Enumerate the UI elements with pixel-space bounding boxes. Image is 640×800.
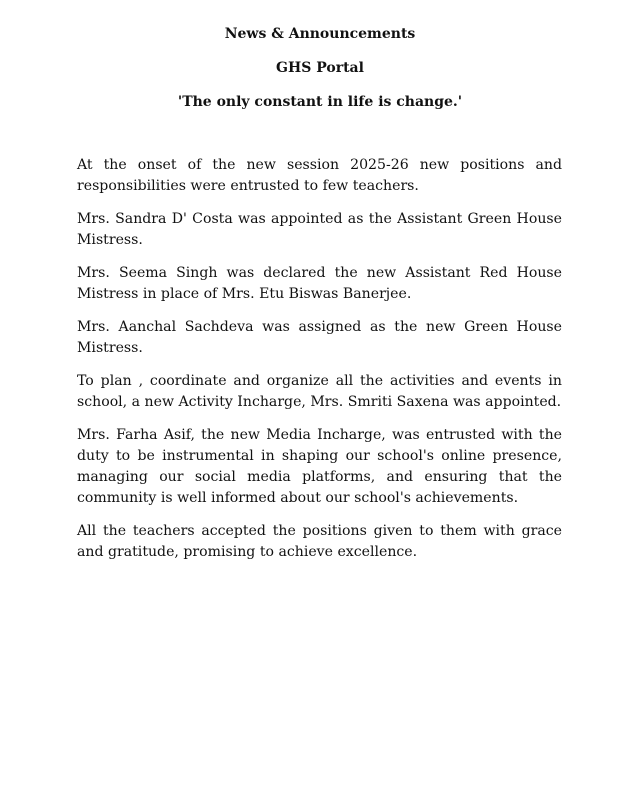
- paragraph-closing: All the teachers accepted the positions given to them with grace and gratitude, promising to achieve excellence.: [77, 523, 562, 560]
- paragraph-green-house-mistress: Mrs. Aanchal Sachdeva was assigned as the new Green House Mistress.: [77, 319, 562, 357]
- paragraph-activity-incharge: To plan , coordinate and organize all the activities and events in school, a new Activity Incharge, Mrs. Smriti Saxena was appointed.: [77, 373, 562, 411]
- paragraph-red-house-assistant: Mrs. Seema Singh was declared the new Assistant Red House Mistress in place of Mrs. Etu Biswas Banerjee.: [77, 265, 562, 302]
- document-title: News & Announcements: [224, 26, 416, 42]
- announcement-body: [77, 155, 562, 575]
- paragraph-media-incharge: Mrs. Farha Asif, the new Media Incharge, was entrusted with the duty to be instrumental in shaping our school's online presence, managing our social media platforms, and ensuring that the community is well informed about our school's achievements.: [77, 427, 562, 506]
- quote-heading: 'The only constant in life is change.': [177, 94, 463, 110]
- paragraph-session-intro: At the onset of the new session 2025-26 new positions and responsibilities were entrusted to few teachers.: [77, 157, 562, 194]
- paragraph-green-house-assistant: Mrs. Sandra D' Costa was appointed as the Assistant Green House Mistress.: [77, 211, 562, 248]
- portal-name: GHS Portal: [276, 60, 364, 76]
